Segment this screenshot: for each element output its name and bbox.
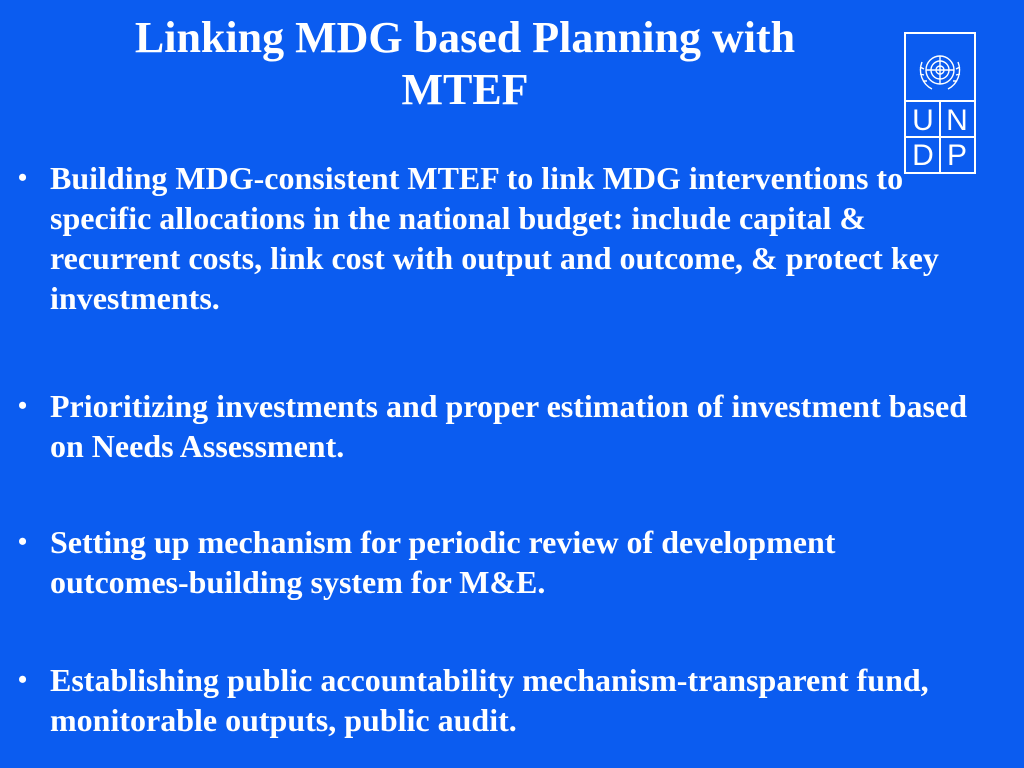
bullet-item — [18, 660, 978, 740]
bullet-item — [18, 158, 978, 318]
bullet-list — [18, 158, 978, 740]
bullet-dot: • — [18, 665, 28, 694]
un-emblem-icon — [920, 56, 960, 89]
bullet-item — [18, 386, 978, 466]
bullet-dot: • — [18, 527, 28, 556]
undp-logo — [904, 32, 976, 174]
bullet-dot: • — [18, 391, 28, 420]
title-line-1: Linking MDG based Planning with — [134, 13, 796, 62]
bullet-text: Establishing public accountability mechanism-transparent fund, monitorable outputs, public audit. — [50, 662, 929, 738]
logo-letter-p: P — [946, 139, 968, 172]
title-line-2: MTEF — [401, 65, 529, 114]
bullet-text: Prioritizing investments and proper estimation of investment based on Needs Assessment. — [50, 388, 967, 464]
slide-title — [40, 12, 890, 116]
logo-letter-u: U — [912, 104, 934, 137]
bullet-text: Building MDG-consistent MTEF to link MDG interventions to specific allocations in the national budget: include capital & recurrent costs, link cost with output and outcome, & protect key investments. — [50, 160, 939, 316]
logo-letter-d: D — [912, 139, 934, 172]
bullet-text: Setting up mechanism for periodic review of development outcomes-building system for M&E. — [50, 524, 836, 600]
bullet-dot: • — [18, 163, 28, 192]
bullet-item — [18, 522, 978, 602]
undp-logo-graphic — [906, 34, 974, 172]
logo-letter-n: N — [946, 104, 968, 137]
